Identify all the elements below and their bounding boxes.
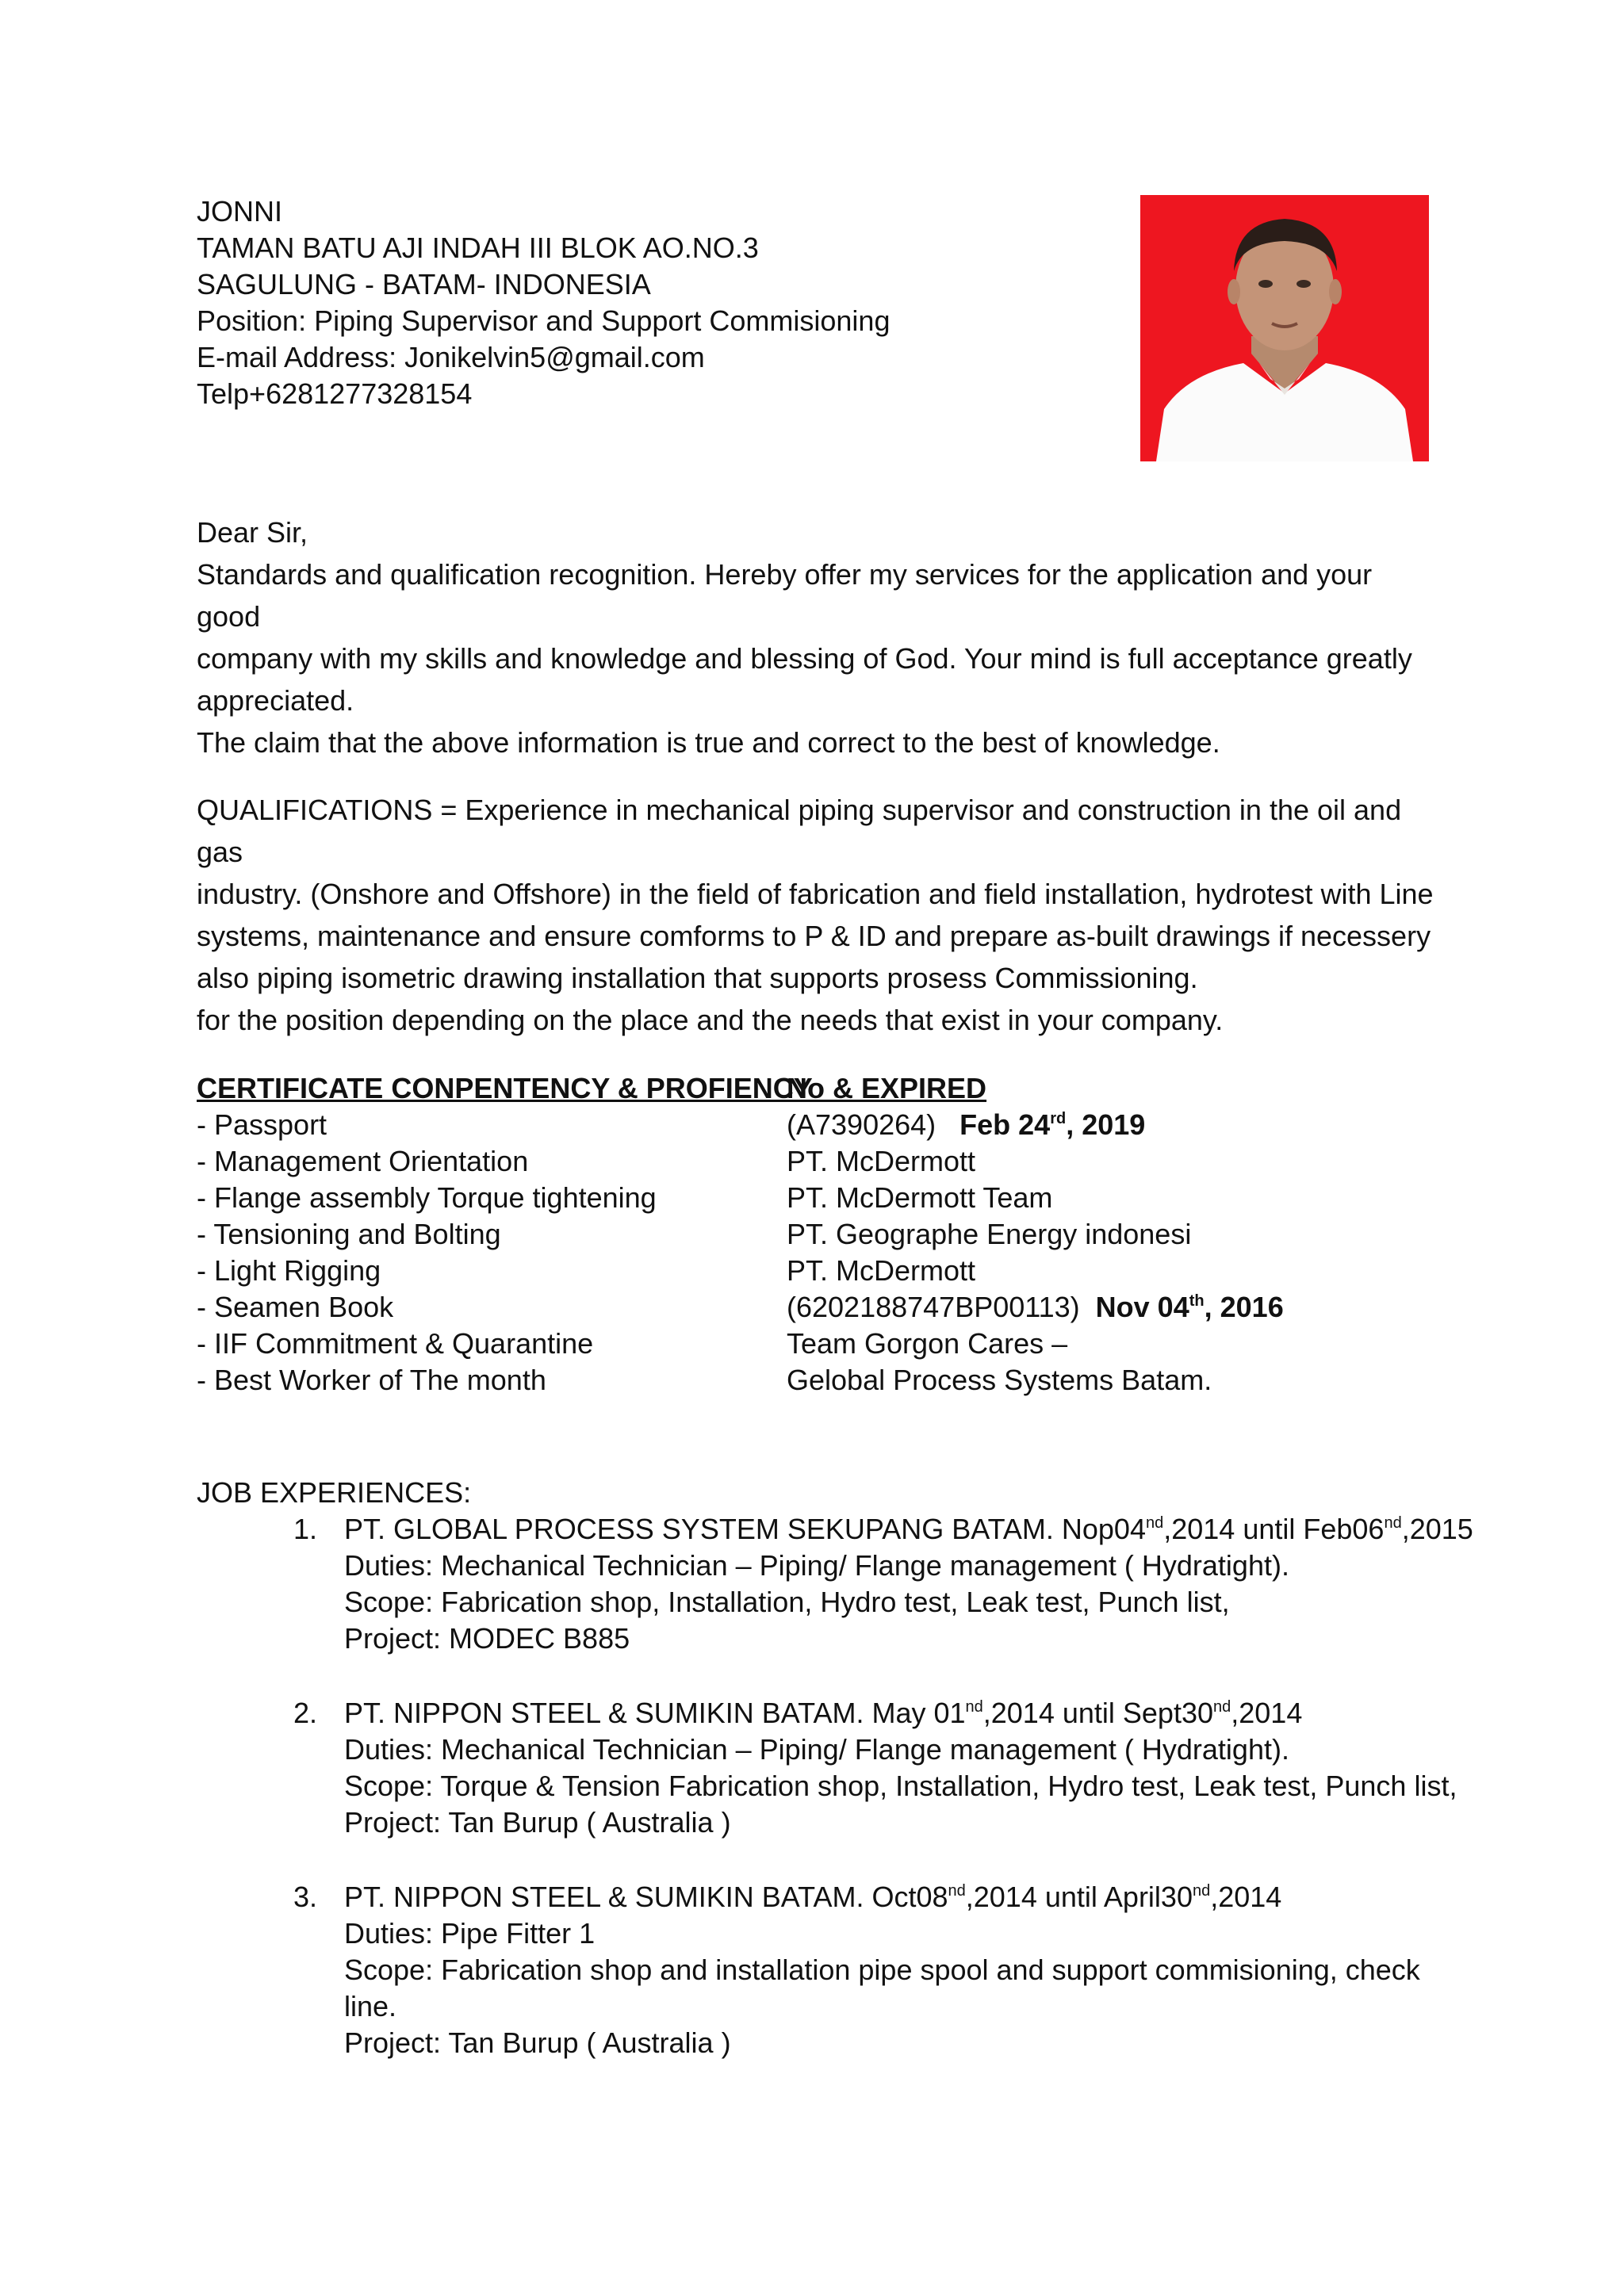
qualifications-line: also piping isometric drawing installation that supports prosess Commissioning. (197, 962, 1198, 994)
profile-photo (1140, 195, 1429, 461)
job-end-year: ,2015 (1401, 1513, 1473, 1545)
passport-expiry-year: , 2019 (1066, 1108, 1146, 1141)
job-duties: Duties: Pipe Fitter 1 (344, 1917, 596, 1950)
greeting: Dear Sir, (197, 516, 308, 549)
passport-expiry-suffix: rd (1050, 1110, 1067, 1127)
certificate-issuer: Team Gorgon Cares – (787, 1327, 1068, 1360)
passport-expiry-date: Feb 24 (959, 1108, 1051, 1141)
passport-detail (787, 1107, 1284, 1143)
seamen-book-expiry (1096, 1291, 1284, 1323)
certificate-item: - Tensioning and Bolting (197, 1218, 501, 1250)
date-suffix: nd (1192, 1882, 1211, 1900)
letter-line: The claim that the above information is true and correct to the best of knowledge. (197, 726, 1220, 759)
job-date-range: ,2014 until Feb06 (1163, 1513, 1385, 1545)
qualifications-line: industry. (Onshore and Offshore) in the field of fabrication and field installation, hydrotest with Line (197, 878, 1434, 910)
date-suffix: nd (948, 1882, 966, 1900)
job-experiences-heading: JOB EXPERIENCES: (197, 1476, 472, 1509)
address-line-2: SAGULUNG - BATAM- INDONESIA (197, 268, 651, 300)
certificate-list (197, 1070, 813, 1399)
position-line: Position: Piping Supervisor and Support Commisioning (197, 304, 891, 337)
contact-header (197, 193, 890, 412)
seamen-expiry-suffix: th (1189, 1292, 1205, 1310)
certificate-details (787, 1070, 1284, 1399)
cover-letter (197, 511, 1434, 763)
letter-line: Standards and qualification recognition. Hereby offer my services for the application and your good (197, 558, 1373, 633)
phone-line: Telp+6281277328154 (197, 377, 473, 410)
certificate-heading: CERTIFICATE CONPENTENCY & PROFIENCY (197, 1072, 813, 1104)
letter-line: appreciated. (197, 684, 354, 717)
seamen-expiry-date: Nov 04 (1095, 1291, 1189, 1323)
job-employer: PT. GLOBAL PROCESS SYSTEM SEKUPANG BATAM. Nop04 (344, 1513, 1146, 1545)
certificate-item: - IIF Commitment & Quarantine (197, 1327, 594, 1360)
job-details (344, 1695, 1457, 1841)
certificate-item: - Light Rigging (197, 1254, 381, 1287)
job-end-year: ,2014 (1210, 1881, 1282, 1913)
seamen-expiry-year: , 2016 (1204, 1291, 1284, 1323)
job-scope-continued: line. (344, 1990, 397, 2022)
job-project: Project: MODEC B885 (344, 1622, 630, 1655)
job-project: Project: Tan Burup ( Australia ) (344, 2026, 731, 2059)
certificate-item: - Seamen Book (197, 1291, 394, 1323)
certificate-issuer: PT. McDermott (787, 1254, 976, 1287)
qualifications-line: systems, maintenance and ensure comforms to P & ID and prepare as-built drawings if necessery (197, 920, 1431, 952)
date-suffix: nd (1213, 1698, 1231, 1716)
certificate-item: - Management Orientation (197, 1145, 529, 1177)
certificate-issuer: PT. McDermott (787, 1145, 976, 1177)
certificate-issuer: Gelobal Process Systems Batam. (787, 1364, 1212, 1396)
date-suffix: nd (1145, 1514, 1164, 1532)
job-title-line (344, 1879, 1454, 1915)
qualifications-section (197, 789, 1434, 1041)
job-end-year: ,2014 (1231, 1697, 1303, 1729)
job-project: Project: Tan Burup ( Australia ) (344, 1806, 731, 1839)
job-date-range: ,2014 until Sept30 (982, 1697, 1213, 1729)
certificate-issuer: PT. Geographe Energy indonesi (787, 1218, 1192, 1250)
address-line-1: TAMAN BATU AJI INDAH III BLOK AO.NO.3 (197, 232, 759, 264)
certificate-issuer: PT. McDermott Team (787, 1181, 1053, 1214)
job-scope: Scope: Torque & Tension Fabrication shop, Installation, Hydro test, Leak test, Punch list, (344, 1770, 1457, 1802)
passport-number: (A7390264) (787, 1108, 936, 1141)
job-date-range: ,2014 until April30 (965, 1881, 1193, 1913)
email-line: E-mail Address: Jonikelvin5@gmail.com (197, 341, 705, 373)
seamen-book-number: (6202188747BP00113) (787, 1291, 1080, 1323)
job-title-line (344, 1695, 1454, 1732)
job-scope: Scope: Fabrication shop, Installation, Hydro test, Leak test, Punch list, (344, 1586, 1230, 1618)
job-duties: Duties: Mechanical Technician – Piping/ Flange management ( Hydratight). (344, 1733, 1289, 1766)
job-details (344, 1879, 1454, 2061)
certificate-item: - Flange assembly Torque tightening (197, 1181, 657, 1214)
applicant-name: JONNI (197, 195, 282, 228)
qualifications-line: for the position depending on the place and the needs that exist in your company. (197, 1004, 1224, 1036)
seamen-book-detail (787, 1289, 1284, 1326)
job-details (344, 1511, 1473, 1657)
job-employer: PT. NIPPON STEEL & SUMIKIN BATAM. Oct08 (344, 1881, 948, 1913)
job-number: 3. (293, 1881, 318, 1913)
job-employer: PT. NIPPON STEEL & SUMIKIN BATAM. May 01 (344, 1697, 966, 1729)
date-suffix: nd (1384, 1514, 1402, 1532)
expiry-heading: No & EXPIRED (787, 1072, 987, 1104)
job-scope: Scope: Fabrication shop and installation pipe spool and support commisioning, check (344, 1954, 1420, 1986)
job-number: 1. (293, 1513, 318, 1545)
certificate-item: - Passport (197, 1108, 327, 1141)
certificate-item: - Best Worker of The month (197, 1364, 546, 1396)
passport-expiry (959, 1108, 1145, 1141)
job-title-line (344, 1511, 1473, 1548)
qualifications-line: QUALIFICATIONS = Experience in mechanical piping supervisor and construction in the oil and gas (197, 794, 1402, 868)
job-duties: Duties: Mechanical Technician – Piping/ Flange management ( Hydratight). (344, 1549, 1289, 1582)
letter-line: company with my skills and knowledge and blessing of God. Your mind is full acceptance greatly (197, 642, 1412, 675)
job-number: 2. (293, 1697, 318, 1729)
date-suffix: nd (965, 1698, 983, 1716)
